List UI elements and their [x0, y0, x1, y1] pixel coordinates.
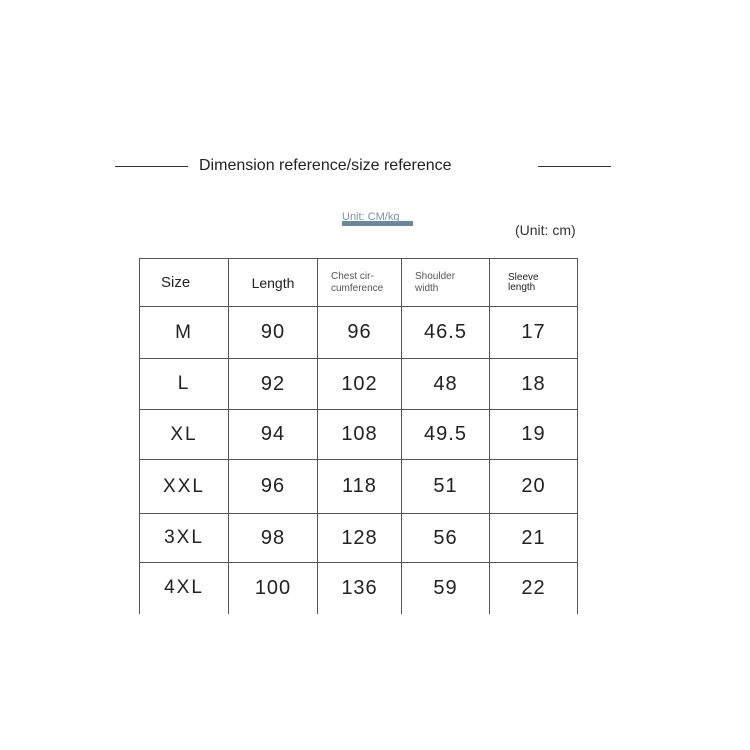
unit-cm-kg-label: Unit: CM/kg	[342, 211, 400, 223]
cell-chest: 96	[318, 307, 402, 359]
table-row	[140, 359, 578, 410]
cell-chest: 108	[318, 410, 402, 460]
title-rule-left	[115, 166, 188, 167]
cell-sleeve: 17	[490, 307, 578, 359]
table-row	[140, 410, 578, 460]
cell-sleeve: 18	[490, 359, 578, 410]
header-length: Length	[229, 259, 318, 307]
page-title: Dimension reference/size reference	[199, 157, 452, 174]
cell-shoulder: 49.5	[402, 410, 490, 460]
cell-size: 3XL	[140, 514, 229, 563]
cell-size: L	[140, 359, 229, 410]
table-row	[140, 307, 578, 359]
cell-size: XXL	[140, 460, 229, 514]
cell-length: 90	[229, 307, 318, 359]
table-header-row	[140, 259, 578, 307]
cell-size: XL	[140, 410, 229, 460]
table-row	[140, 563, 578, 614]
cell-length: 100	[229, 563, 318, 614]
cell-shoulder: 59	[402, 563, 490, 614]
cell-length: 92	[229, 359, 318, 410]
cell-length: 94	[229, 410, 318, 460]
title-rule-right	[538, 166, 611, 167]
cell-chest: 102	[318, 359, 402, 410]
cell-sleeve: 20	[490, 460, 578, 514]
header-size: Size	[140, 259, 229, 307]
table-row	[140, 460, 578, 514]
cell-sleeve: 22	[490, 563, 578, 614]
cell-shoulder: 46.5	[402, 307, 490, 359]
cell-size: M	[140, 307, 229, 359]
cell-size: 4XL	[140, 563, 229, 614]
cell-shoulder: 51	[402, 460, 490, 514]
header-chest-circumference: Chest cir- cumference	[318, 259, 402, 307]
unit-cm-label: (Unit: cm)	[515, 222, 576, 238]
size-table	[139, 258, 578, 614]
cell-sleeve: 19	[490, 410, 578, 460]
cell-length: 98	[229, 514, 318, 563]
cell-shoulder: 48	[402, 359, 490, 410]
cell-length: 96	[229, 460, 318, 514]
header-sleeve-length: Sleeve length	[490, 259, 578, 307]
cell-sleeve: 21	[490, 514, 578, 563]
header-shoulder-width: Shoulder width	[402, 259, 490, 307]
cell-shoulder: 56	[402, 514, 490, 563]
cell-chest: 128	[318, 514, 402, 563]
cell-chest: 136	[318, 563, 402, 614]
cell-chest: 118	[318, 460, 402, 514]
table-row	[140, 514, 578, 563]
